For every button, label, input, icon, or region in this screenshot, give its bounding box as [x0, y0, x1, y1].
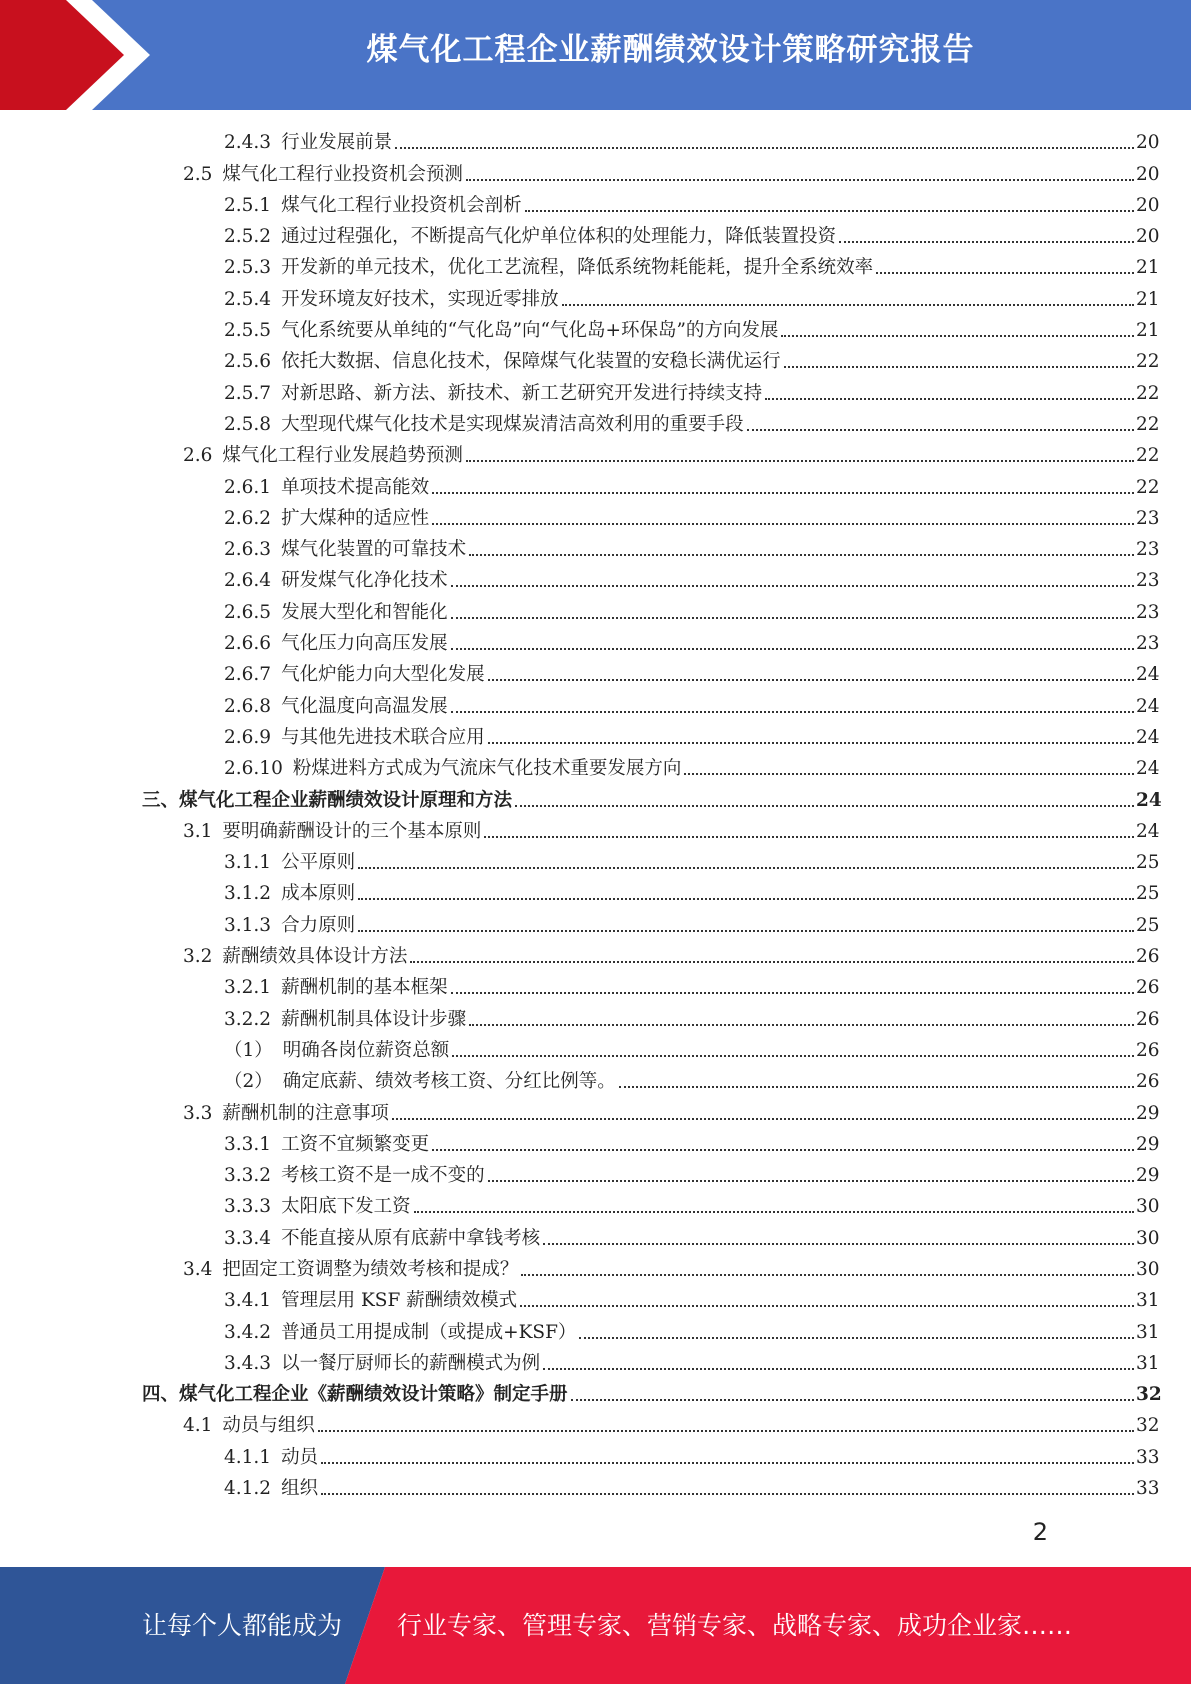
toc-dot-leader — [432, 491, 1134, 494]
toc-dot-leader — [432, 522, 1134, 525]
toc-entry-page: 30 — [1136, 1227, 1160, 1249]
toc-dot-leader — [765, 397, 1134, 400]
toc-entry-page: 23 — [1136, 539, 1160, 561]
toc-entry-page: 23 — [1136, 633, 1160, 655]
toc-dot-leader — [466, 178, 1134, 181]
toc-entry-title: 行业发展前景 — [281, 132, 393, 154]
toc-entry-number: （1） — [224, 1039, 273, 1061]
toc-dot-leader — [414, 1210, 1134, 1213]
toc-entry-title: 动员 — [281, 1446, 319, 1468]
toc-dot-leader — [579, 1336, 1134, 1339]
toc-entry-page: 26 — [1136, 1039, 1160, 1061]
toc-entry-title: 管理层用 KSF 薪酬绩效模式 — [281, 1290, 518, 1312]
toc-entry-page: 26 — [1136, 977, 1160, 999]
toc-entry-title: 薪酬机制的基本框架 — [281, 977, 448, 999]
toc-entry[interactable] — [0, 315, 1191, 346]
toc-entry[interactable] — [0, 127, 1191, 158]
toc-entry-number: 2.5.8 — [224, 413, 272, 435]
toc-entry-number: 2.6.1 — [224, 476, 272, 498]
toc-entry-title: 薪酬机制具体设计步骤 — [281, 1008, 467, 1030]
toc-entry[interactable] — [0, 190, 1191, 221]
toc-entry-number: 2.6.6 — [224, 633, 272, 655]
toc-entry[interactable] — [0, 1035, 1191, 1066]
toc-entry-title: 与其他先进技术联合应用 — [281, 726, 485, 748]
toc-entry-page: 30 — [1136, 1196, 1160, 1218]
toc-entry-title: 气化炉能力向大型化发展 — [281, 664, 485, 686]
toc-entry-page: 24 — [1136, 726, 1160, 748]
toc-entry-number: 2.5.6 — [224, 351, 272, 373]
toc-entry-page: 24 — [1136, 820, 1160, 842]
toc-entry-page: 32 — [1136, 1415, 1160, 1437]
toc-entry[interactable] — [0, 690, 1191, 721]
footer-roles: 行业专家、管理专家、营销专家、战略专家、成功企业家…… — [397, 1611, 1073, 1640]
toc-entry[interactable] — [0, 471, 1191, 502]
report-header — [0, 0, 1191, 110]
toc-dot-leader — [839, 240, 1134, 243]
toc-entry-page: 23 — [1136, 570, 1160, 592]
toc-entry-number: 3.4 — [183, 1258, 213, 1280]
toc-entry-number: 四、 — [142, 1384, 180, 1406]
toc-dot-leader — [451, 584, 1134, 587]
toc-entry-number: 2.6.7 — [224, 664, 272, 686]
toc-entry[interactable] — [0, 722, 1191, 753]
toc-entry-number: 三、 — [142, 789, 180, 811]
toc-dot-leader — [520, 1304, 1134, 1307]
toc-entry-title: 考核工资不是一成不变的 — [281, 1165, 485, 1187]
toc-dot-leader — [321, 1461, 1134, 1464]
toc-dot-leader — [543, 1242, 1134, 1245]
toc-entry-page: 24 — [1136, 758, 1160, 780]
toc-entry-title: 粉煤进料方式成为气流床气化技术重要发展方向 — [292, 758, 682, 780]
toc-entry[interactable] — [0, 816, 1191, 847]
toc-entry-number: 4.1.2 — [224, 1478, 272, 1500]
toc-entry-title: 研发煤气化净化技术 — [281, 570, 448, 592]
toc-entry[interactable] — [0, 1097, 1191, 1128]
toc-entry[interactable] — [0, 659, 1191, 690]
toc-entry-page: 29 — [1136, 1165, 1160, 1187]
toc-entry-title: 扩大煤种的适应性 — [281, 507, 430, 529]
toc-dot-leader — [358, 897, 1134, 900]
toc-entry-number: 2.4.3 — [224, 132, 272, 154]
toc-entry-page: 31 — [1136, 1352, 1160, 1374]
toc-entry-title: 气化温度向高温发展 — [281, 695, 448, 717]
toc-entry-number: 2.5.2 — [224, 226, 272, 248]
toc-entry-number: 3.1.1 — [224, 852, 272, 874]
toc-dot-leader — [571, 1398, 1134, 1401]
toc-entry-number: 2.5.5 — [224, 320, 272, 342]
toc-dot-leader — [525, 209, 1134, 212]
toc-entry-title: 对新思路、新方法、新技术、新工艺研究开发进行持续支持 — [281, 382, 763, 404]
toc-entry[interactable] — [0, 1410, 1191, 1441]
toc-entry-number: 2.6 — [183, 445, 213, 467]
toc-entry-page: 26 — [1136, 946, 1160, 968]
toc-entry-page: 21 — [1136, 288, 1160, 310]
toc-dot-leader — [781, 334, 1134, 337]
toc-entry-title: 成本原则 — [281, 883, 356, 905]
toc-entry-title: 煤气化工程行业投资机会预测 — [222, 163, 463, 185]
toc-entry-title: 以一餐厅厨师长的薪酬模式为例 — [281, 1352, 541, 1374]
toc-entry-number: （2） — [224, 1071, 273, 1093]
toc-entry-page: 22 — [1136, 413, 1160, 435]
toc-entry-number: 4.1.1 — [224, 1446, 272, 1468]
toc-entry-page: 25 — [1136, 852, 1160, 874]
toc-dot-leader — [619, 1085, 1134, 1088]
toc-entry[interactable] — [0, 1160, 1191, 1191]
toc-entry-number: 3.3.1 — [224, 1133, 272, 1155]
toc-entry-page: 26 — [1136, 1008, 1160, 1030]
toc-entry-number: 2.5.1 — [224, 194, 272, 216]
toc-entry[interactable] — [0, 283, 1191, 314]
toc-entry-number: 2.5.4 — [224, 288, 272, 310]
toc-entry-page: 23 — [1136, 601, 1160, 623]
toc-entry[interactable] — [0, 346, 1191, 377]
toc-entry[interactable] — [0, 158, 1191, 189]
toc-entry-title: 工资不宜频繁变更 — [281, 1133, 430, 1155]
toc-entry[interactable] — [0, 1348, 1191, 1379]
toc-dot-leader — [318, 1429, 1134, 1432]
toc-entry[interactable] — [0, 221, 1191, 252]
toc-entry-title: 煤气化工程企业薪酬绩效设计原理和方法 — [179, 789, 513, 811]
toc-dot-leader — [747, 428, 1134, 431]
toc-entry-page: 20 — [1136, 163, 1160, 185]
chevron-arrow-icon — [0, 0, 160, 110]
toc-entry-page: 20 — [1136, 132, 1160, 154]
toc-entry-title: 明确各岗位薪资总额 — [282, 1039, 450, 1061]
toc-entry-title: 通过过程强化，不断提高气化炉单位体积的处理能力，降低装置投资 — [281, 226, 837, 248]
toc-entry[interactable] — [0, 1222, 1191, 1253]
toc-entry[interactable] — [0, 596, 1191, 627]
toc-entry-title: 把固定工资调整为绩效考核和提成？ — [222, 1258, 519, 1280]
toc-entry-title: 确定底薪、绩效考核工资、分红比例等。 — [282, 1071, 616, 1093]
toc-entry-title: 开发环境友好技术，实现近零排放 — [281, 288, 559, 310]
toc-entry[interactable] — [0, 565, 1191, 596]
toc-entry-number: 2.5 — [183, 163, 213, 185]
toc-dot-leader — [488, 1179, 1134, 1182]
toc-dot-leader — [395, 146, 1134, 149]
toc-entry-page: 22 — [1136, 382, 1160, 404]
toc-dot-leader — [451, 647, 1134, 650]
toc-entry-number: 3.1.2 — [224, 883, 272, 905]
toc-dot-leader — [876, 271, 1134, 274]
toc-entry-title: 公平原则 — [281, 852, 356, 874]
toc-dot-leader — [321, 1492, 1134, 1495]
toc-dot-leader — [488, 678, 1134, 681]
toc-entry-page: 20 — [1136, 226, 1160, 248]
toc-dot-leader — [466, 459, 1134, 462]
toc-entry-title: 薪酬绩效具体设计方法 — [222, 946, 408, 968]
toc-entry-title: 太阳底下发工资 — [281, 1196, 411, 1218]
toc-entry-page: 24 — [1136, 695, 1160, 717]
toc-entry[interactable] — [0, 628, 1191, 659]
toc-entry[interactable] — [0, 1285, 1191, 1316]
toc-entry[interactable] — [0, 847, 1191, 878]
toc-dot-leader — [684, 772, 1134, 775]
toc-entry[interactable] — [0, 1316, 1191, 1347]
toc-entry-page: 25 — [1136, 914, 1160, 936]
toc-entry-title: 单项技术提高能效 — [281, 476, 430, 498]
toc-dot-leader — [784, 365, 1134, 368]
toc-entry-number: 3.4.2 — [224, 1321, 272, 1343]
toc-entry-title: 煤气化工程企业《薪酬绩效设计策略》制定手册 — [179, 1384, 568, 1406]
toc-entry-page: 31 — [1136, 1321, 1160, 1343]
toc-entry-number: 3.1.3 — [224, 914, 272, 936]
toc-entry-title: 开发新的单元技术，优化工艺流程，降低系统物耗能耗，提升全系统效率 — [281, 257, 874, 279]
toc-entry-title: 要明确薪酬设计的三个基本原则 — [222, 820, 482, 842]
toc-entry-page: 20 — [1136, 194, 1160, 216]
toc-entry[interactable] — [0, 1379, 1191, 1410]
toc-entry-page: 21 — [1136, 320, 1160, 342]
toc-entry-page: 29 — [1136, 1102, 1160, 1124]
toc-entry-page: 32 — [1136, 1384, 1162, 1406]
toc-entry[interactable] — [0, 972, 1191, 1003]
page-number: 2 — [1032, 1518, 1048, 1546]
toc-entry-number: 3.3 — [183, 1102, 213, 1124]
toc-entry-number: 3.4.1 — [224, 1290, 272, 1312]
toc-entry-title: 合力原则 — [281, 914, 356, 936]
toc-dot-leader — [515, 804, 1134, 807]
toc-entry-title: 煤气化工程行业发展趋势预测 — [222, 445, 463, 467]
toc-entry-page: 29 — [1136, 1133, 1160, 1155]
toc-entry-page: 26 — [1136, 1071, 1160, 1093]
footer-banner — [0, 1567, 1191, 1684]
toc-entry-page: 22 — [1136, 351, 1160, 373]
report-title: 煤气化工程企业薪酬绩效设计策略研究报告 — [366, 32, 975, 68]
toc-dot-leader — [521, 1273, 1134, 1276]
toc-entry[interactable] — [0, 753, 1191, 784]
toc-dot-leader — [543, 1367, 1134, 1370]
toc-entry[interactable] — [0, 1191, 1191, 1222]
toc-entry-page: 22 — [1136, 445, 1160, 467]
toc-entry-page: 33 — [1136, 1478, 1160, 1500]
toc-entry-page: 24 — [1136, 789, 1162, 811]
toc-entry-title: 大型现代煤气化技术是实现煤炭清洁高效利用的重要手段 — [281, 413, 744, 435]
toc-entry-number: 4.1 — [183, 1415, 213, 1437]
toc-entry[interactable] — [0, 878, 1191, 909]
toc-entry[interactable] — [0, 909, 1191, 940]
toc-dot-leader — [451, 991, 1134, 994]
toc-entry[interactable] — [0, 1254, 1191, 1285]
toc-dot-leader — [452, 1054, 1134, 1057]
toc-dot-leader — [392, 1117, 1134, 1120]
toc-dot-leader — [358, 866, 1134, 869]
toc-entry-page: 21 — [1136, 257, 1160, 279]
toc-entry[interactable] — [0, 534, 1191, 565]
toc-entry-title: 煤气化工程行业投资机会剖析 — [281, 194, 522, 216]
toc-entry-title: 气化系统要从单纯的“气化岛”向“气化岛+环保岛”的方向发展 — [281, 320, 779, 342]
toc-entry-number: 2.6.2 — [224, 507, 272, 529]
toc-dot-leader — [432, 1148, 1134, 1151]
toc-entry-number: 2.6.4 — [224, 570, 272, 592]
toc-dot-leader — [469, 553, 1134, 556]
toc-entry-number: 3.2.1 — [224, 977, 272, 999]
toc-entry[interactable] — [0, 1473, 1191, 1504]
toc-entry-number: 3.3.3 — [224, 1196, 272, 1218]
toc-entry[interactable] — [0, 1441, 1191, 1472]
toc-entry-number: 3.3.4 — [224, 1227, 272, 1249]
toc-entry-number: 2.5.3 — [224, 257, 272, 279]
toc-entry[interactable] — [0, 784, 1191, 815]
toc-entry[interactable] — [0, 252, 1191, 283]
toc-entry-title: 气化压力向高压发展 — [281, 633, 448, 655]
toc-entry[interactable] — [0, 1066, 1191, 1097]
toc-entry[interactable] — [0, 409, 1191, 440]
toc-entry-number: 2.6.8 — [224, 695, 272, 717]
toc-entry[interactable] — [0, 1129, 1191, 1160]
toc-entry-title: 发展大型化和智能化 — [281, 601, 448, 623]
toc-entry-title: 组织 — [281, 1478, 319, 1500]
toc-entry-title: 普通员工用提成制（或提成+KSF） — [281, 1321, 577, 1343]
toc-entry-page: 31 — [1136, 1290, 1160, 1312]
toc-entry-page: 23 — [1136, 507, 1160, 529]
toc-dot-leader — [469, 1023, 1134, 1026]
toc-entry-number: 2.5.7 — [224, 382, 272, 404]
toc-entry-number: 3.3.2 — [224, 1165, 272, 1187]
toc-entry[interactable] — [0, 1003, 1191, 1034]
toc-dot-leader — [358, 929, 1134, 932]
table-of-contents — [0, 127, 1191, 1504]
toc-entry-number: 2.6.5 — [224, 601, 272, 623]
toc-entry-title: 煤气化装置的可靠技术 — [281, 539, 467, 561]
toc-entry-number: 3.1 — [183, 820, 213, 842]
toc-entry-page: 33 — [1136, 1446, 1160, 1468]
toc-entry-page: 25 — [1136, 883, 1160, 905]
toc-entry[interactable] — [0, 503, 1191, 534]
toc-entry-number: 2.6.10 — [224, 758, 283, 780]
toc-entry-number: 3.2.2 — [224, 1008, 272, 1030]
toc-entry-title: 依托大数据、信息化技术，保障煤气化装置的安稳长满优运行 — [281, 351, 781, 373]
toc-entry-title: 不能直接从原有底薪中拿钱考核 — [281, 1227, 541, 1249]
toc-dot-leader — [451, 710, 1134, 713]
toc-entry[interactable] — [0, 941, 1191, 972]
footer-slogan: 让每个人都能成为 — [142, 1611, 343, 1640]
toc-entry-number: 2.6.9 — [224, 726, 272, 748]
toc-dot-leader — [488, 741, 1134, 744]
toc-entry-page: 22 — [1136, 476, 1160, 498]
toc-dot-leader — [484, 835, 1134, 838]
toc-entry-title: 薪酬机制的注意事项 — [222, 1102, 389, 1124]
toc-entry-number: 3.2 — [183, 946, 213, 968]
toc-dot-leader — [562, 303, 1134, 306]
toc-entry[interactable] — [0, 440, 1191, 471]
toc-entry-page: 24 — [1136, 664, 1160, 686]
toc-dot-leader — [451, 616, 1134, 619]
toc-entry-title: 动员与组织 — [222, 1415, 315, 1437]
toc-dot-leader — [410, 960, 1134, 963]
toc-entry-number: 2.6.3 — [224, 539, 272, 561]
toc-entry-number: 3.4.3 — [224, 1352, 272, 1374]
toc-entry-page: 30 — [1136, 1258, 1160, 1280]
toc-entry[interactable] — [0, 377, 1191, 408]
